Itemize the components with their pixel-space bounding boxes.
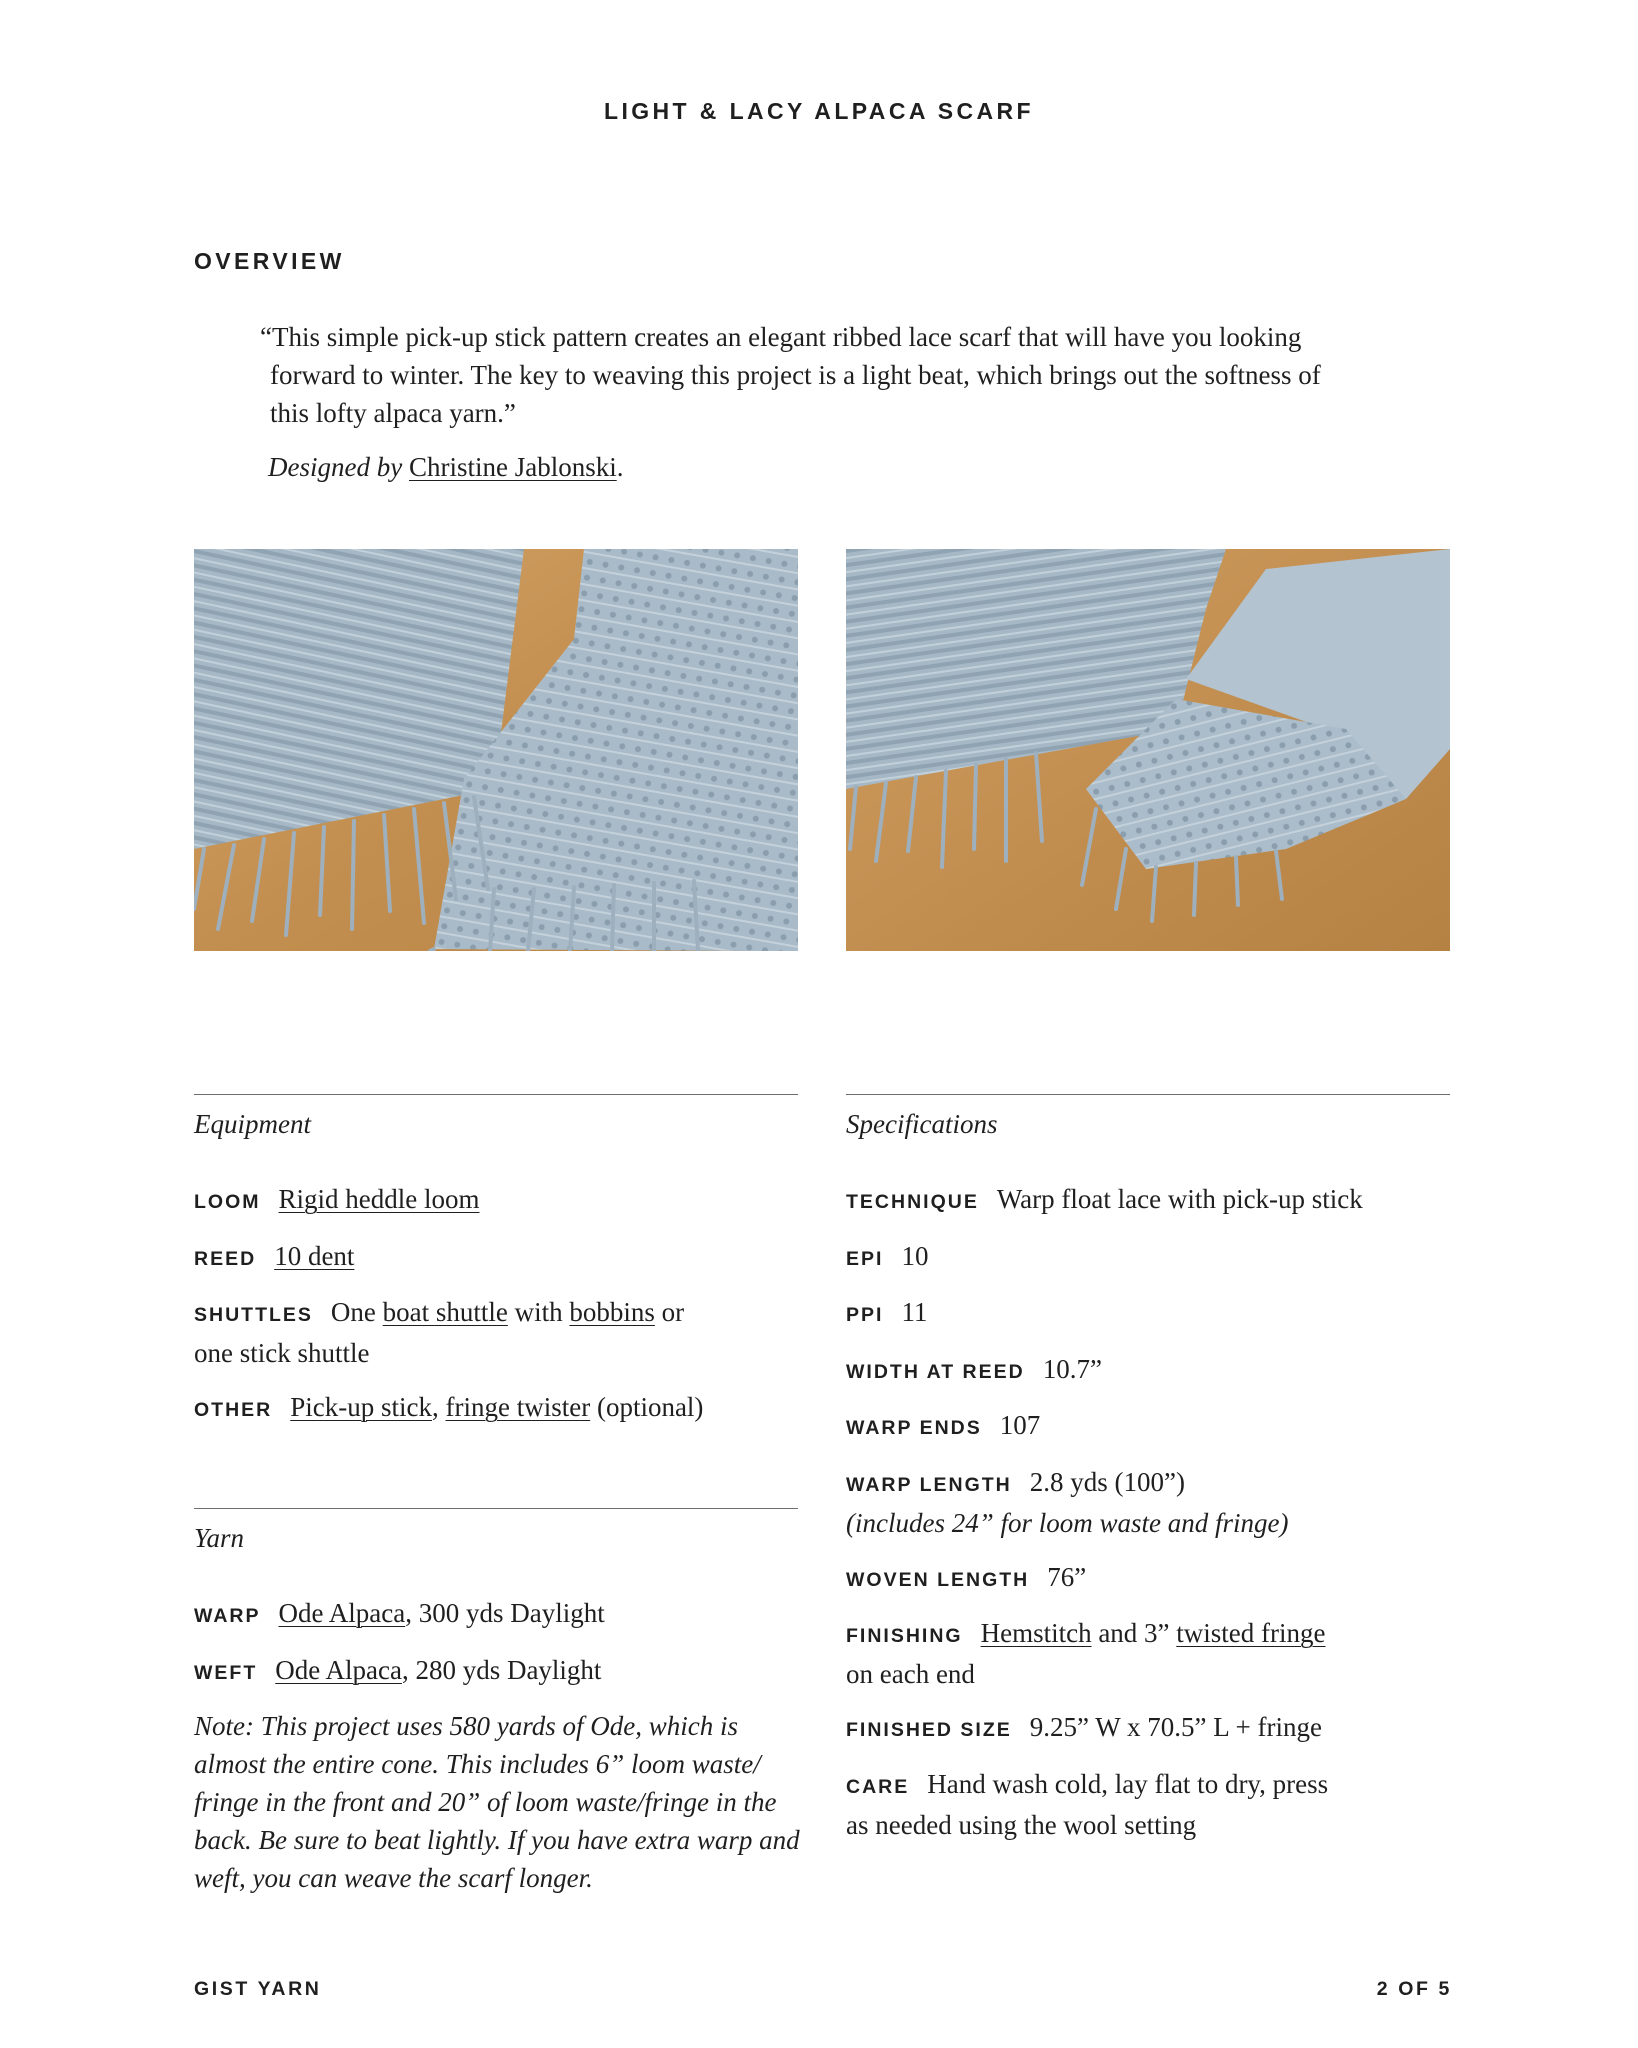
weft-text: , 280 yds Daylight [401, 1655, 602, 1685]
shuttles-line-2: one stick shuttle [194, 1338, 370, 1368]
quote-line: forward to winter. The key to weaving this project is a light beat, which brings out the softness of [270, 360, 1321, 390]
spec-warp-ends [846, 1406, 1040, 1447]
designed-suffix: . [616, 452, 624, 482]
shuttles-text: One [330, 1297, 376, 1327]
yarn-weft [194, 1651, 601, 1692]
shuttles-label: SHUTTLES [194, 1304, 313, 1326]
designer-link[interactable]: Christine Jablonski [408, 452, 617, 482]
boat-shuttle-link[interactable]: boat shuttle [382, 1297, 508, 1327]
note-line: fringe in the front and 20” of loom waste/fringe in the [194, 1787, 777, 1817]
finished-size-label: FINISHED SIZE [846, 1719, 1012, 1741]
spec-care [846, 1765, 1328, 1844]
spec-technique [846, 1180, 1363, 1221]
scarf-photo-icon [194, 549, 798, 951]
scarf-photo-right [846, 549, 1450, 951]
overview-quote [260, 318, 1400, 432]
quote-line: this lofty alpaca yarn.” [270, 398, 516, 428]
epi-label: EPI [846, 1248, 884, 1270]
reed-link[interactable]: 10 dent [274, 1241, 355, 1271]
equipment-shuttles [194, 1293, 684, 1372]
other-label: OTHER [194, 1399, 273, 1421]
bobbins-link[interactable]: bobbins [569, 1297, 655, 1327]
finished-size-value: 9.25” W x 70.5” L + fringe [1029, 1712, 1322, 1742]
warp-length-label: WARP LENGTH [846, 1474, 1012, 1496]
note-line: back. Be sure to beat lightly. If you have extra warp and [194, 1825, 800, 1855]
woven-length-value: 76” [1047, 1562, 1087, 1592]
ppi-label: PPI [846, 1304, 884, 1326]
page-number: 2 OF 5 [1376, 1978, 1452, 2000]
weft-label: WEFT [194, 1662, 258, 1684]
warp-length-note: (includes 24” for loom waste and fringe) [846, 1508, 1289, 1538]
note-line: almost the entire cone. This includes 6” loom waste/ [194, 1749, 761, 1779]
page-title: LIGHT & LACY ALPACA SCARF [604, 98, 1034, 124]
note-line: Note: This project uses 580 yards of Ode, which is [194, 1711, 738, 1741]
footer-brand: GIST YARN [194, 1978, 322, 2000]
weft-yarn-link[interactable]: Ode Alpaca [275, 1655, 402, 1685]
other-text: (optional) [596, 1392, 704, 1422]
specifications-section [846, 1094, 1450, 1140]
finishing-line-2: on each end [846, 1659, 975, 1689]
epi-value: 10 [901, 1241, 929, 1271]
spec-woven-length [846, 1558, 1086, 1599]
spec-finished-size [846, 1708, 1322, 1749]
width-label: WIDTH AT REED [846, 1361, 1025, 1383]
spec-finishing [846, 1614, 1326, 1693]
spec-ppi [846, 1293, 927, 1334]
care-label: CARE [846, 1776, 910, 1798]
warp-ends-value: 107 [999, 1410, 1041, 1440]
width-value: 10.7” [1042, 1354, 1102, 1384]
finishing-label: FINISHING [846, 1625, 963, 1647]
equipment-section [194, 1094, 798, 1140]
yarn-section [194, 1508, 798, 1554]
equipment-title: Equipment [194, 1109, 311, 1139]
loom-link[interactable]: Rigid heddle loom [278, 1184, 480, 1214]
technique-value: Warp float lace with pick-up stick [996, 1184, 1363, 1214]
warp-label: WARP [194, 1605, 261, 1627]
fringe-twister-link[interactable]: fringe twister [445, 1392, 591, 1422]
shuttles-text: with [514, 1297, 563, 1327]
yarn-title: Yarn [194, 1523, 245, 1553]
warp-length-value: 2.8 yds (100”) [1029, 1467, 1185, 1497]
care-value: Hand wash cold, lay flat to dry, press [927, 1769, 1329, 1799]
twisted-fringe-link[interactable]: twisted fringe [1176, 1618, 1326, 1648]
equipment-reed [194, 1237, 354, 1278]
note-line: weft, you can weave the scarf longer. [194, 1863, 593, 1893]
woven-length-label: WOVEN LENGTH [846, 1569, 1030, 1591]
yarn-note [194, 1707, 814, 1897]
yarn-divider [194, 1508, 798, 1509]
finishing-text: and 3” [1098, 1618, 1170, 1648]
equipment-loom [194, 1180, 479, 1221]
reed-label: REED [194, 1248, 257, 1270]
technique-label: TECHNIQUE [846, 1191, 979, 1213]
hemstitch-link[interactable]: Hemstitch [980, 1618, 1092, 1648]
pick-up-stick-link[interactable]: Pick-up stick [290, 1392, 432, 1422]
designer-credit [268, 448, 623, 486]
designed-by-prefix: Designed by [268, 452, 403, 482]
warp-ends-label: WARP ENDS [846, 1417, 982, 1439]
specifications-title: Specifications [846, 1109, 998, 1139]
ppi-value: 11 [901, 1297, 928, 1327]
spec-epi [846, 1237, 928, 1278]
equipment-divider [194, 1094, 798, 1095]
scarf-photo-left [194, 549, 798, 951]
specifications-divider [846, 1094, 1450, 1095]
other-separator: , [432, 1392, 439, 1422]
spec-warp-length [846, 1463, 1288, 1542]
loom-label: LOOM [194, 1191, 261, 1213]
warp-yarn-link[interactable]: Ode Alpaca [278, 1598, 406, 1628]
yarn-warp [194, 1594, 605, 1635]
equipment-other [194, 1388, 703, 1429]
shuttles-text: or [661, 1297, 685, 1327]
spec-width-at-reed [846, 1350, 1102, 1391]
warp-text: , 300 yds Daylight [405, 1598, 605, 1628]
care-line-2: as needed using the wool setting [846, 1810, 1197, 1840]
quote-line: “This simple pick-up stick pattern creates an elegant ribbed lace scarf that will have you looking [260, 322, 1302, 352]
scarf-photo-icon [846, 549, 1450, 951]
overview-heading: OVERVIEW [194, 248, 345, 274]
